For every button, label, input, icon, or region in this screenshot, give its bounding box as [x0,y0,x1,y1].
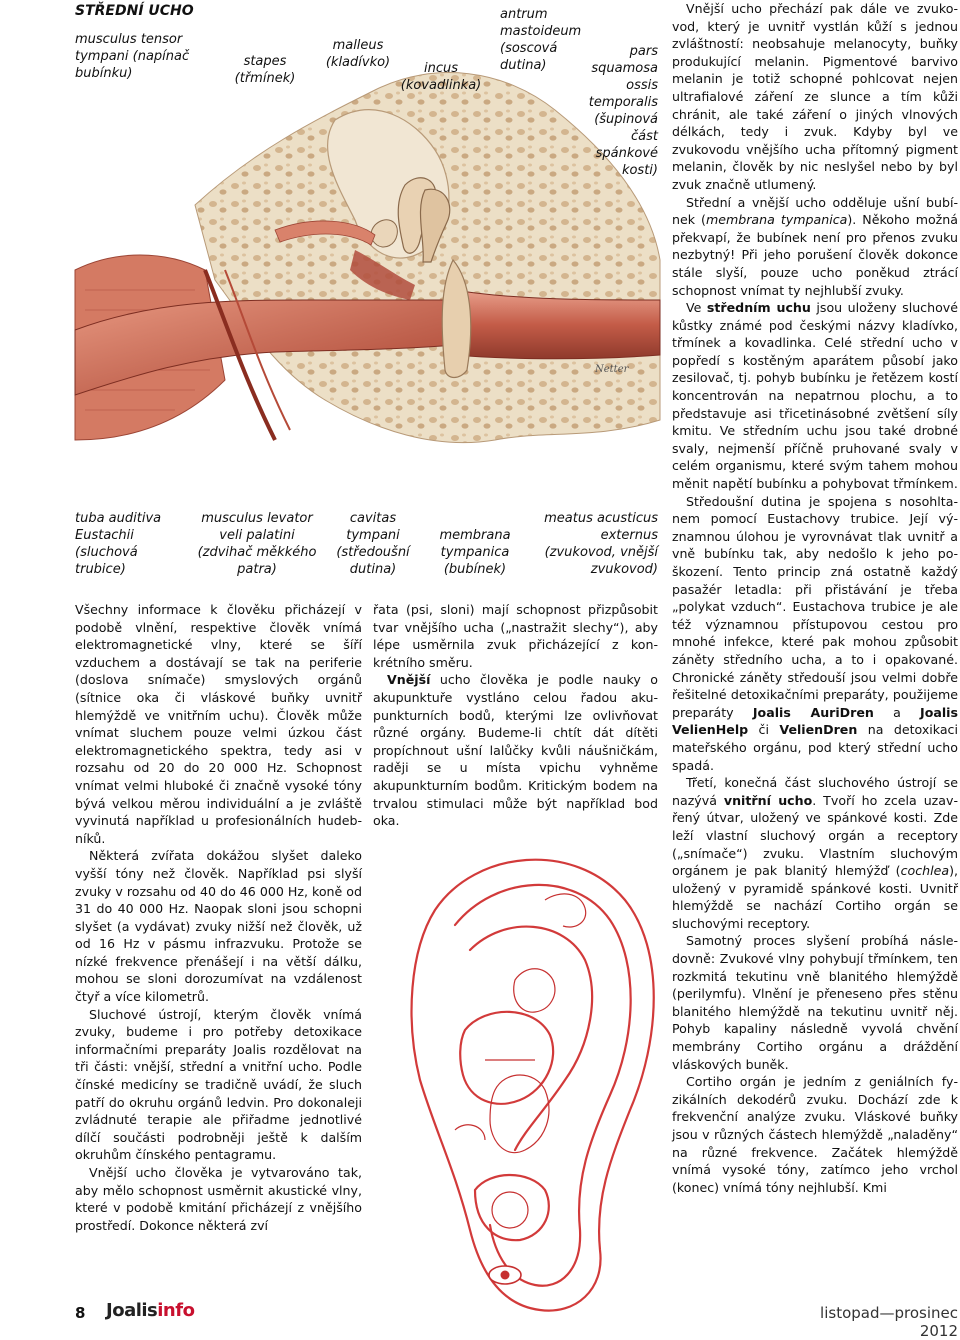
svg-text:Netter: Netter [595,364,629,375]
label-stapes: stapes (třmínek) [234,54,296,86]
label-tuba-auditiva: tuba auditiva Eustachii (sluchová trubice) [75,511,162,577]
label-antrum: antrum mastoideum (soscová dutina) [500,7,582,73]
paragraph: Vnější ucho člověka je vytvarováno tak, aby mělo schopnost usměrnit akustické vlny, které v podobě kmitání přicházejí z vnějšího prostředí. Dokonce některá zví [75,1165,362,1233]
paragraph: Cortiho orgán je jedním z geniálních fyzikálních dekodérů zvuku. Dochází zde k frekvenční analýze zvuku. Vláskové buňky jsou v různých částech hlemýždě „naladěny“ na různé frekvence. Začátek hlemýždě vnímá vysoké tóny, zatímco jeho vrchol (konec) vnímá tóny nejhlubší. Kmi [672,1074,958,1195]
middle-column [373,601,658,830]
right-column [672,0,958,1196]
label-meatus-acusticus: meatus acusticus externus (zvukovod, vnější zvukovod) [544,511,658,577]
joalis-info-logo: Joalisinfo [106,1300,195,1321]
paragraph: Samotný proces slyšení probíhá následovně: Zvukové vlny pohybují třmínkem, ten rozkmitá tekutinu vně blanitého hlemýždě (perilymfu). Vlnění je přeneseno přes stěnu blanitého hlemýždě na tekutinu uvnitř něj. Pohyb kapaliny následně vyvolá chvění membrány Cortiho orgánu a dráždění vláskových buněk. [672,933,958,1072]
paragraph: Vnější ucho přechází pak dále ve zvukovod, který je uvnitř vystlán kůží s jednou zvláštností: neobsahuje melanocyty, buňky produkující melanin. Pigmentové barvivo melanin je totiž schopné pohlcovat nejen ultrafialové záření ze slunce a tím kůži chránit, ale také záření o jiných vlnových délkách, tedy i zvuk. Kdyby byl ve zvukovodu vnějšího ucha přítomný pigment melanin, člověk by nic neslyšel nebo by byl zvuk značně utlumený. [672,1,958,192]
paragraph: Některá zvířata dokážou slyšet daleko vyšší tóny než člověk. Například psi slyší zvuky v rozsahu od 40 do 46 000 Hz, koně od 31 do 40 000 Hz. Naopak sloni jsou schopni slyšet (a vydávat) zvuky nižší než člověk, už od 16 Hz v pásmu infrazvuku. Protože se nízké frekvence přenášejí i na větší dálku, mohou se sloni dorozumívat na vzdálenost čtyř a více kilometrů. [75,848,362,1005]
label-incus: incus (kovadlinka) [400,61,482,93]
paragraph: řata (psi, sloni) mají schopnost přizpůsobit tvar vnějšího ucha („nastražit slechy“), aby lépe usměrnila zvuk přicházející z konkrétního směru. [373,602,658,670]
section-title: STŘEDNÍ UCHO [75,3,194,19]
paragraph: Střední a vnější ucho odděluje ušní bubínek (membrana tympanica). Někoho možná překvapí, že bubínek není pro přenos zvuku nezbytný! Při jeho porušení člověk dokonce stále slyší, pouze ucho poněkud ztrácí schopnost vnímat ty nejhlubší zvuky. [672,194,958,298]
label-cavitas-tympani: cavitas tympani (středoušní dutina) [336,511,410,577]
paragraph: Středoušní dutina je spojena s nosohltanem pomocí Eustachovy trubice. Její významnou úlohou je vyrovnávat tlak uvnitř a vně bubínku tak, aby nedošlo k jeho poškození. Tento princip zná ostatně každý pasažér letadla: při přistávání je třeba „polykat vzduch“. Eustachova trubice je ale též významnou přístupovou cestou pro mnohé infekce, které pak mohou způsobit záněty středního ucha, a to i opakované. Chronické záněty středouší jsou velmi dobře řešitelné detoxikačními preparáty, použijeme preparáty Joalis AuriDren a Joalis VelienHelp či VelienDren na detoxikaci mateřského orgánu, pod který střední ucho spadá. [672,493,958,773]
eye-point-icon [489,1266,521,1284]
paragraph: Vnější ucho člověka je podle nauky o akupunktuře vystláno celou řadou akupunkturních bodů, kterými lze ovlivňovat různé orgány. Budeme-li chtít dát dítěti propíchnout ušní lalůčky kvůli náušničkám, raději se u místa vpichu vyhněme akupunkturním bodům. Kritickým bodem na trvalou stimulaci může být například bod oka. [373,672,658,829]
paragraph: Třetí, konečná část sluchového ústrojí se nazývá vnitřní ucho. Tvoří ho zcela uzavřený útvar, uložený ve spánkové kosti. Zde leží vlastní sluchový orgán a receptory („snímače“) zvuku. Vlastním sluchovým orgánem je pak blanitý hlemýžď (cochlea), uložený v pyramidě spánkové kosti. Uvnitř hlemýždě se nachází Cortiho orgán se sluchovými receptory. [672,775,958,931]
paragraph: Sluchové ústrojí, kterým člověk vnímá zvuky, budeme i pro potřeby detoxikace informačními preparáty Joalis rozdělovat na tři části: vnější, střední a vnitřní ucho. Podle čínské medicíny se tradičně uvádí, že sluch patří do okruhu orgánů ledvin. Pro dokonaleji zvládnuté terapie ale přiřadme jednotlivé dílčí součásti podrobněji ještě k dalším okruhům čínského pentagramu. [75,1006,362,1163]
label-membrana-tympanica: membrana tympanica (bubínek) [439,528,511,577]
page-number: 8 [75,1304,86,1322]
paragraph: Ve středním uchu jsou uloženy sluchové kůstky známé pod českými názvy kladívko, třmínek a kovadlinka. Celé střední ucho v popředí s kostěným aparátem působí jako zesilovač, tj. pohyb bubínku je řetězem kostí koncentrován na nepatrnou plochu, a to představuje asi třicetinásobné zvětšení síly kmitu. Ve středním uchu jsou také drobné svaly, nejmenší příčně pruhované svaly v celém organismu, které svým tahem mohou měnit napětí bubínku a pohybovat třmínkem. [672,300,958,492]
label-malleus: malleus (kladívko) [325,38,391,70]
paragraph: Všechny informace k člověku přicházejí v podobě vlnění, respektive člověk vnímá elektromagnetické vlny, které se šíří vzduchem a dostávají se tak na periferie (doslova snímače) smyslových orgánů (sítnice oka či vláskové buňky uvnitř hlemýždě ve vnitřním uchu). Člověk může vnímat sluchem pouze velmi úzkou část elektromagnetického spektra, tedy asi v rozsahu od 20 do 20 000 Hz. Schopnost vnímat velmi hluboké či značně vysoké tóny bývá velkou měrou individuální a je zvláště vyvinutá například u profesionálních hudebníků. [75,602,362,846]
label-tensor-tympani: musculus tensor tympani (napínač bubínku) [75,32,190,81]
ear-acupuncture-illustration [395,830,670,1320]
issue-date: listopad—prosinec 2012 [820,1304,958,1340]
label-levator-veli: musculus levator veli palatini (zdvihač měkkého patra) [197,511,317,577]
label-pars-squamosa: pars squamosa ossis temporalis (šupinová část spánkové kosti) [588,44,658,178]
left-column [75,601,362,1234]
